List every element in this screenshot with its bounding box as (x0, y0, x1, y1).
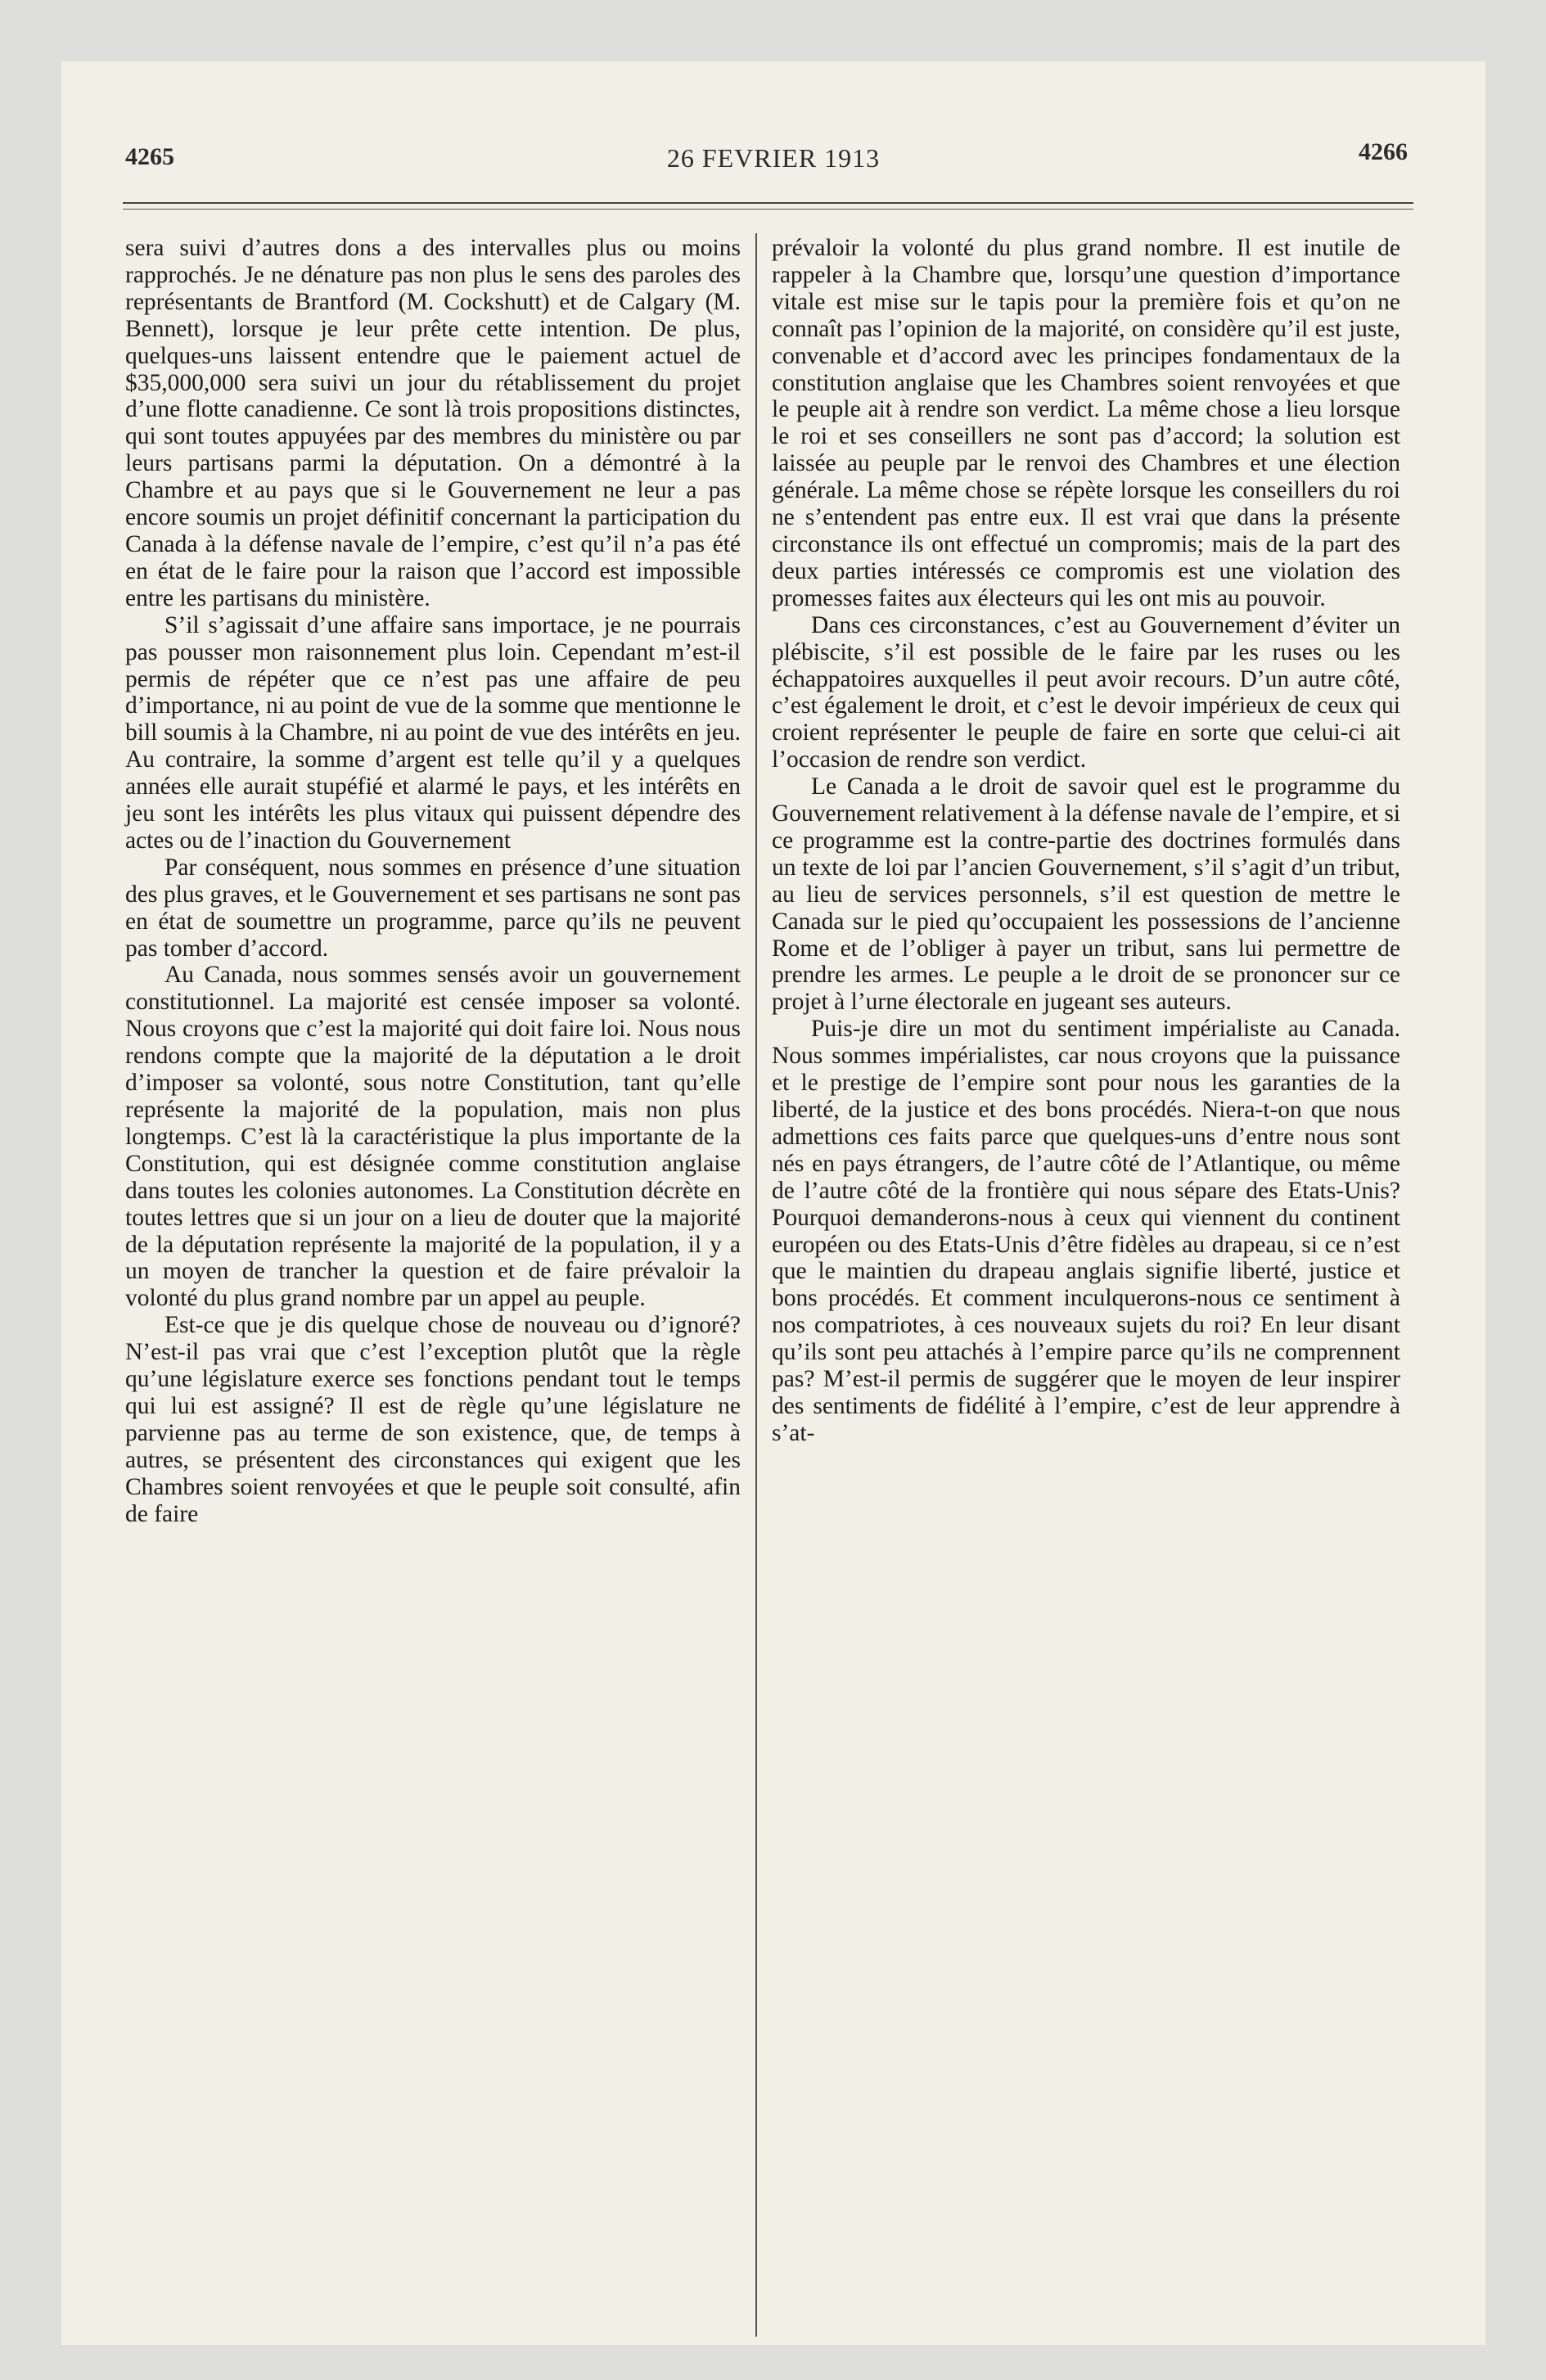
paragraph: Par conséquent, nous sommes en présence d’une situation des plus graves, et le Gouvernement et ses partisans ne sont pas en état de soumettre un programme, parce qu’ils ne peuvent pas tomber d’accord. (125, 854, 741, 962)
paragraph: Au Canada, nous sommes sensés avoir un gouvernement constitutionnel. La majorité est censée imposer sa volonté. Nous croyons que c’est la majorité qui doit faire loi. Nous nous rendons compte que la majorité de la députation a le droit d’imposer sa volonté, sous notre Constitution, tant qu’elle représente la majorité de la population, mais non plus longtemps. C’est là la caractéristique la plus importante de la Constitution, qui est désignée comme constitution anglaise dans toutes les colonies autonomes. La Constitution décrète en toutes lettres que si un jour on a lieu de douter que la majorité de la députation représente la majorité de la population, il y a un moyen de trancher la question et de faire prévaloir la volonté du plus grand nombre par un appel au peuple. (125, 962, 741, 1312)
page-number-right: 4266 (1359, 138, 1408, 165)
session-date: 26 FEVRIER 1913 (666, 143, 881, 173)
header-rule-bottom (123, 209, 1413, 210)
paragraph: Le Canada a le droit de savoir quel est le programme du Gouvernement relativement à la défense navale de l’empire, et si ce programme est la contre-partie des doctrines formulés dans un texte de loi par l’ancien Gouvernement, s’il s’agit d’un tribut, au lieu de services personnels, s’il est question de mettre le Canada sur le pied qu’occupaient les possessions de l’ancienne Rome et de l’obliger à payer un tribut, sans lui permettre de prendre les armes. Le peuple a le droit de se prononcer sur ce projet à l’urne électorale en jugeant ses auteurs. (772, 773, 1400, 1016)
left-column (125, 235, 741, 1528)
paragraph: prévaloir la volonté du plus grand nombre. Il est inutile de rappeler à la Chambre que, lorsqu’une question d’importance vitale est mise sur le tapis pour la première fois et qu’on ne connaît pas l’opinion de la majorité, on considère qu’il est juste, convenable et d’accord avec les principes fondamentaux de la constitution anglaise que les Chambres soient renvoyées et que le peuple ait à rendre son verdict. La même chose a lieu lorsque le roi et ses conseillers ne sont pas d’accord; la solution est laissée au peuple par le renvoi des Chambres et une élection générale. La même chose se répète lorsque les conseillers du roi ne s’entendent pas entre eux. Il est vrai que dans la présente circonstance ils ont effectué un compromis; mais de la part des deux parties intéressés ce compromis est une violation des promesses faites aux électeurs qui les ont mis au pouvoir. (772, 235, 1400, 611)
page-number-left: 4265 (125, 143, 174, 170)
paragraph: Puis-je dire un mot du sentiment impérialiste au Canada. Nous sommes impérialistes, car nous croyons que la puissance et le prestige de l’empire sont pour nous les garanties de la liberté, de la justice et des bons procédés. Niera-t-on que nous admettions ces faits parce que quelques-uns d’entre nous sont nés en pays étrangers, de l’autre côté de l’Atlantique, ou même de l’autre côté de la frontière qui nous sépare des Etats-Unis? Pourquoi demanderons-nous à ceux qui viennent du continent européen ou des Etats-Unis d’être fidèles au drapeau, si ce n’est que le maintien du drapeau anglais signifie liberté, justice et bons procédés. Et comment inculquerons-nous ce sentiment à nos compatriotes, à ces nouveaux sujets du roi? En leur disant qu’ils sont peu attachés à l’empire parce qu’ils ne comprennent pas? M’est-il permis de suggérer que le moyen de leur inspirer des sentiments de fidélité à l’empire, c’est de leur apprendre à s’at- (772, 1016, 1400, 1446)
paragraph: S’il s’agissait d’une affaire sans importace, je ne pourrais pas pousser mon raisonnement plus loin. Cependant m’est-il permis de répéter que ce n’est pas une affaire de peu d’importance, ni au point de vue de la somme que mentionne le bill soumis à la Chambre, ni au point de vue des intérêts en jeu. Au contraire, la somme d’argent est telle qu’il y a quelques années elle aurait stupéfié et alarmé le pays, et les intérêts en jeu sont les intérêts les plus vitaux qui puissent dépendre des actes ou de l’inaction du Gouvernement (125, 611, 741, 854)
header-rule-top (123, 202, 1413, 204)
right-column (772, 235, 1400, 1447)
paragraph: sera suivi d’autres dons a des intervalles plus ou moins rapprochés. Je ne dénature pas non plus le sens des paroles des représentants de Brantford (M. Cockshutt) et de Calgary (M. Bennett), lorsque je leur prête cette intention. De plus, quelques-uns laissent entendre que le paiement actuel de $35,000,000 sera suivi un jour du rétablissement du projet d’une flotte canadienne. Ce sont là trois propositions distinctes, qui sont toutes appuyées par des membres du ministère ou par leurs partisans parmi la députation. On a démontré à la Chambre et au pays que si le Gouvernement ne leur a pas encore soumis un projet définitif concernant la participation du Canada à la défense navale de l’empire, c’est qu’il n’a pas été en état de le faire pour la raison que l’accord est impossible entre les partisans du ministère. (125, 235, 741, 611)
paragraph: Est-ce que je dis quelque chose de nouveau ou d’ignoré? N’est-il pas vrai que c’est l’exception plutôt que la règle qu’une législature exerce ses fonctions pendant tout le temps qui lui est assigné? Il est de règle qu’une législature ne parvienne pas au terme de son existence, que, de temps à autres, se présentent des circonstances qui exigent que les Chambres soient renvoyées et que le peuple soit consulté, afin de faire (125, 1312, 741, 1527)
column-separator (755, 233, 757, 2337)
paragraph: Dans ces circonstances, c’est au Gouvernement d’éviter un plébiscite, s’il est possible de le faire par les ruses ou les échappatoires auxquelles il peut avoir recours. D’un autre côté, c’est également le droit, et c’est le devoir impérieux de ceux qui croient représenter le peuple de faire en sorte que celui-ci ait l’occasion de rendre son verdict. (772, 611, 1400, 773)
page-header (61, 138, 1485, 192)
hansard-page (61, 61, 1485, 2345)
